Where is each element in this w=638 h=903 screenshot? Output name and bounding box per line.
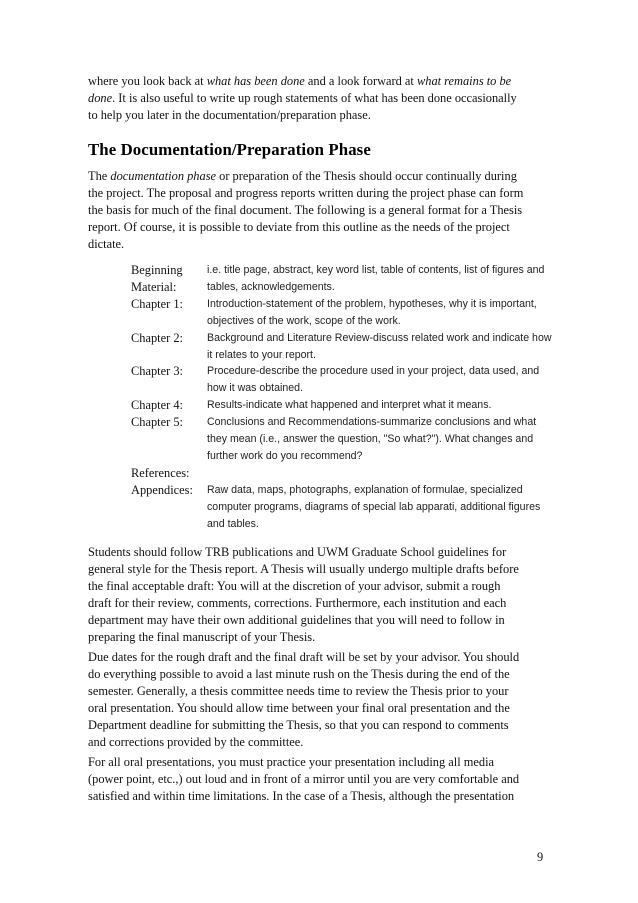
intro-line-2: done. It is also useful to write up rough statements of what has been done occasionally [88, 90, 517, 105]
students-paragraph [88, 544, 558, 645]
paragraph-line: Due dates for the rough draft and the final draft will be set by your advisor. You should [88, 650, 520, 664]
paragraph-line: satisfied and within time limitations. In the case of a Thesis, although the presentation [88, 788, 515, 803]
paragraph-line: general style for the Thesis report. A Thesis will usually undergo multiple drafts before [88, 561, 519, 576]
due-dates-paragraph [88, 649, 558, 750]
paragraph-line: Department deadline for submitting the Thesis, so that you can respond to comments [88, 717, 509, 732]
outline-label: Chapter 2: [131, 330, 183, 345]
intro-line-3: to help you later in the documentation/preparation phase. [88, 107, 371, 122]
outline-description: computer programs, diagrams of special lab apparati, additional figures [207, 500, 541, 513]
outline-label: Beginning [131, 263, 183, 277]
intro-paragraph [88, 73, 558, 124]
paragraph-line: do everything possible to avoid a last minute rush on the Thesis during the end of the [88, 666, 510, 681]
outline-description: tables, acknowledgements. [207, 280, 335, 293]
outline-label: Chapter 5: [131, 415, 183, 430]
paragraph-line: preparing the final manuscript of your Thesis. [88, 629, 316, 644]
outline-description: and tables. [207, 517, 259, 530]
outline-row [131, 397, 591, 414]
documentation-paragraph [88, 168, 558, 253]
outline-label: Chapter 1: [131, 296, 183, 311]
doc-line-1: The documentation phase or preparation of the Thesis should occur continually during [88, 169, 517, 183]
doc-line-4: report. Of course, it is possible to deviate from this outline as the needs of the project [88, 219, 510, 234]
outline-description: Background and Literature Review-discuss related work and indicate how [207, 331, 552, 344]
doc-line-2: the project. The proposal and progress reports written during the project phase can form [88, 185, 524, 200]
outline-row [131, 414, 591, 465]
paragraph-line: semester. Generally, a thesis committee needs time to review the Thesis prior to your [88, 683, 509, 698]
outline-description: it relates to your report. [207, 348, 316, 361]
paragraph-line: and corrections provided by the committee. [88, 734, 304, 749]
outline-description: objectives of the work, scope of the work. [207, 314, 401, 327]
outline-label: References: [131, 465, 190, 480]
outline-description: further work do you recommend? [207, 449, 363, 462]
paragraph-line: draft for their review, comments, corrections. Furthermore, each institution and each [88, 595, 507, 610]
section-heading: The Documentation/Preparation Phase [88, 140, 371, 159]
oral-presentation-paragraph [88, 754, 558, 805]
outline-row [131, 262, 591, 296]
outline-label: Chapter 3: [131, 364, 183, 379]
outline-label: Material: [131, 279, 177, 294]
doc-line-5: dictate. [88, 236, 125, 251]
outline-row [131, 296, 591, 330]
outline-description: Results-indicate what happened and interpret what it means. [207, 399, 492, 412]
outline-description: Raw data, maps, photographs, explanation of formulae, specialized [207, 483, 523, 496]
outline-row [131, 363, 591, 397]
intro-line-1: where you look back at what has been done and a look forward at what remains to be [88, 74, 512, 88]
page-number: 9 [537, 850, 544, 864]
doc-line-3: the basis for much of the final document. The following is a general format for a Thesis [88, 202, 523, 217]
outline-row [131, 482, 591, 533]
paragraph-line: oral presentation. You should allow time between your final oral presentation and the [88, 700, 510, 715]
outline-row [131, 330, 591, 364]
outline-row [131, 465, 591, 482]
outline-description: Procedure-describe the procedure used in your project, data used, and [207, 365, 540, 378]
paragraph-line: Students should follow TRB publications and UWM Graduate School guidelines for [88, 545, 507, 559]
paragraph-line: department may have their own additional guidelines that you will need to follow in [88, 612, 505, 627]
outline-description: Introduction-statement of the problem, hypotheses, why it is important, [207, 297, 537, 310]
paragraph-line: (power point, etc.,) out loud and in front of a mirror until you are very comfortable and [88, 771, 520, 786]
paragraph-line: For all oral presentations, you must practice your presentation including all media [88, 755, 495, 769]
outline-label: Chapter 4: [131, 398, 183, 413]
outline-description: Conclusions and Recommendations-summarize conclusions and what [207, 416, 537, 429]
outline-description: i.e. title page, abstract, key word list, table of contents, list of figures and [207, 264, 545, 276]
paragraph-line: the final acceptable draft: You will at the discretion of your advisor, submit a rough [88, 578, 501, 593]
outline-description: how it was obtained. [207, 382, 303, 395]
outline-label: Appendices: [131, 482, 193, 497]
thesis-outline [131, 262, 591, 533]
outline-description: they mean (i.e., answer the question, "So what?"). What changes and [207, 433, 534, 446]
